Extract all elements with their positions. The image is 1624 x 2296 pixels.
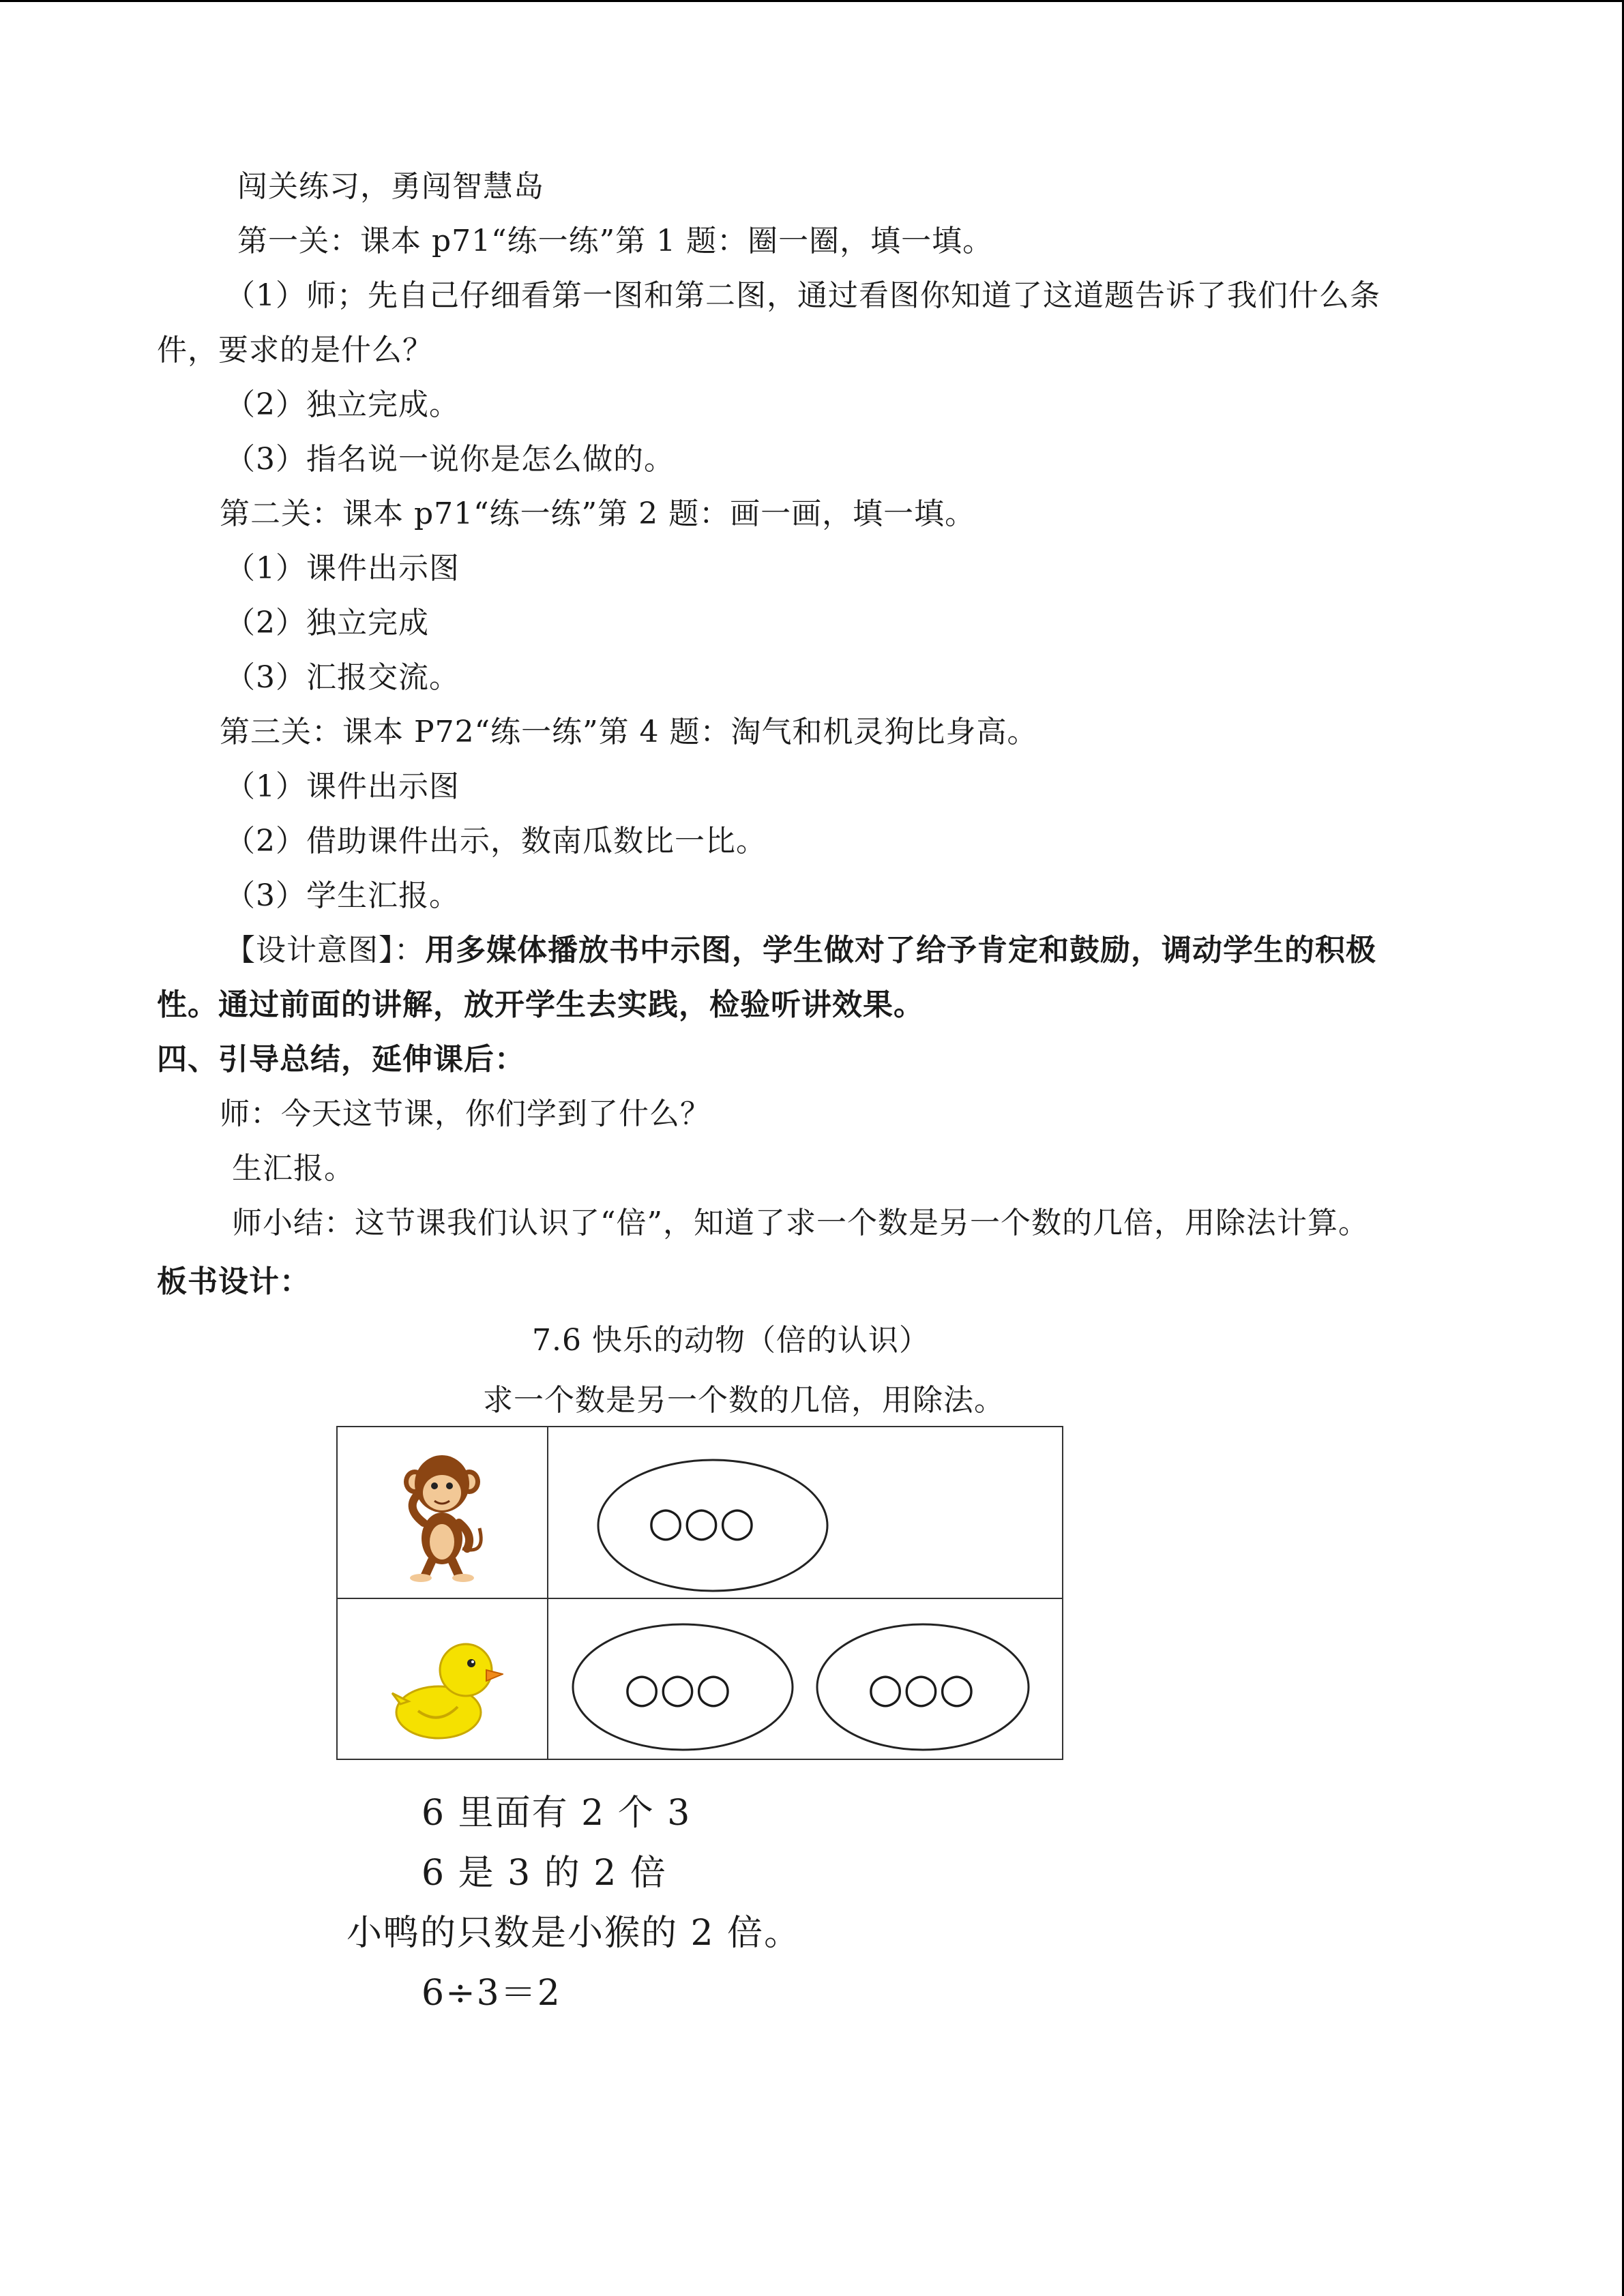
- text-line: 闯关练习，勇闯智慧岛: [237, 169, 544, 204]
- section-heading: 四、引导总结，延伸课后：: [157, 1042, 525, 1077]
- group-circles: ○○○: [624, 1665, 732, 1712]
- board-rule: 求一个数是另一个数的几倍，用除法。: [483, 1383, 1005, 1418]
- board-equation: 6÷3＝2: [422, 1973, 561, 2014]
- board-equation: 6 里面有 2 个 3: [422, 1793, 692, 1834]
- group-circles: ○○○: [648, 1498, 756, 1546]
- text-line: （1）课件出示图: [225, 769, 460, 804]
- board-equation: 小鸭的只数是小猴的 2 倍。: [346, 1913, 801, 1954]
- text-line: （2）独立完成: [225, 606, 429, 640]
- text-line: 第一关：课本 p71“练一练”第 1 题：圈一圈，填一填。: [237, 224, 994, 258]
- design-intent-text-2: 性。通过前面的讲解，放开学生去实践，检验听讲效果。: [157, 987, 924, 1022]
- board-table: [336, 1426, 1063, 1760]
- table-divider: [547, 1427, 548, 1759]
- design-intent-text-1: 用多媒体播放书中示图，学生做对了给予肯定和鼓励，调动学生的积极: [425, 933, 1376, 968]
- teacher-summary: 师小结：这节课我们认识了“倍”，知道了求一个数是另一个数的几倍，用除法计算。: [232, 1206, 1369, 1240]
- group-circles: ○○○: [868, 1665, 975, 1712]
- board-equation: 6 是 3 的 2 倍: [422, 1853, 667, 1894]
- teacher-question: 师：今天这节课，你们学到了什么？: [220, 1097, 711, 1131]
- text-line: 件，要求的是什么？: [157, 333, 433, 368]
- table-divider: [338, 1598, 1062, 1599]
- page-top-border: [0, 0, 1624, 2]
- text-line: 第二关：课本 p71“练一练”第 2 题：画一画，填一填。: [220, 496, 976, 531]
- text-line: （1）师；先自己仔细看第一图和第二图，通过看图你知道了这道题告诉了我们什么条: [225, 278, 1381, 313]
- text-line: （2）借助课件出示，数南瓜数比一比。: [225, 824, 767, 859]
- board-heading: 板书设计：: [157, 1264, 310, 1299]
- design-intent-label: 【设计意图】：: [225, 933, 425, 968]
- board-title: 7.6 快乐的动物（倍的认识）: [532, 1323, 930, 1358]
- design-intent-line-1: [225, 930, 1376, 971]
- design-intent-line-2: [157, 985, 924, 1026]
- text-line: （1）课件出示图: [225, 551, 460, 586]
- duck-icon: [391, 1630, 503, 1746]
- text-line: （3）汇报交流。: [225, 660, 460, 695]
- text-line: （3）学生汇报。: [225, 878, 460, 913]
- text-line: （2）独立完成。: [225, 387, 460, 422]
- text-line: 第三关：课本 P72“练一练”第 4 题：淘气和机灵狗比身高。: [220, 715, 1038, 749]
- student-report: 生汇报。: [232, 1151, 355, 1186]
- text-line: （3）指名说一说你是怎么做的。: [225, 442, 675, 477]
- monkey-icon: [391, 1446, 493, 1583]
